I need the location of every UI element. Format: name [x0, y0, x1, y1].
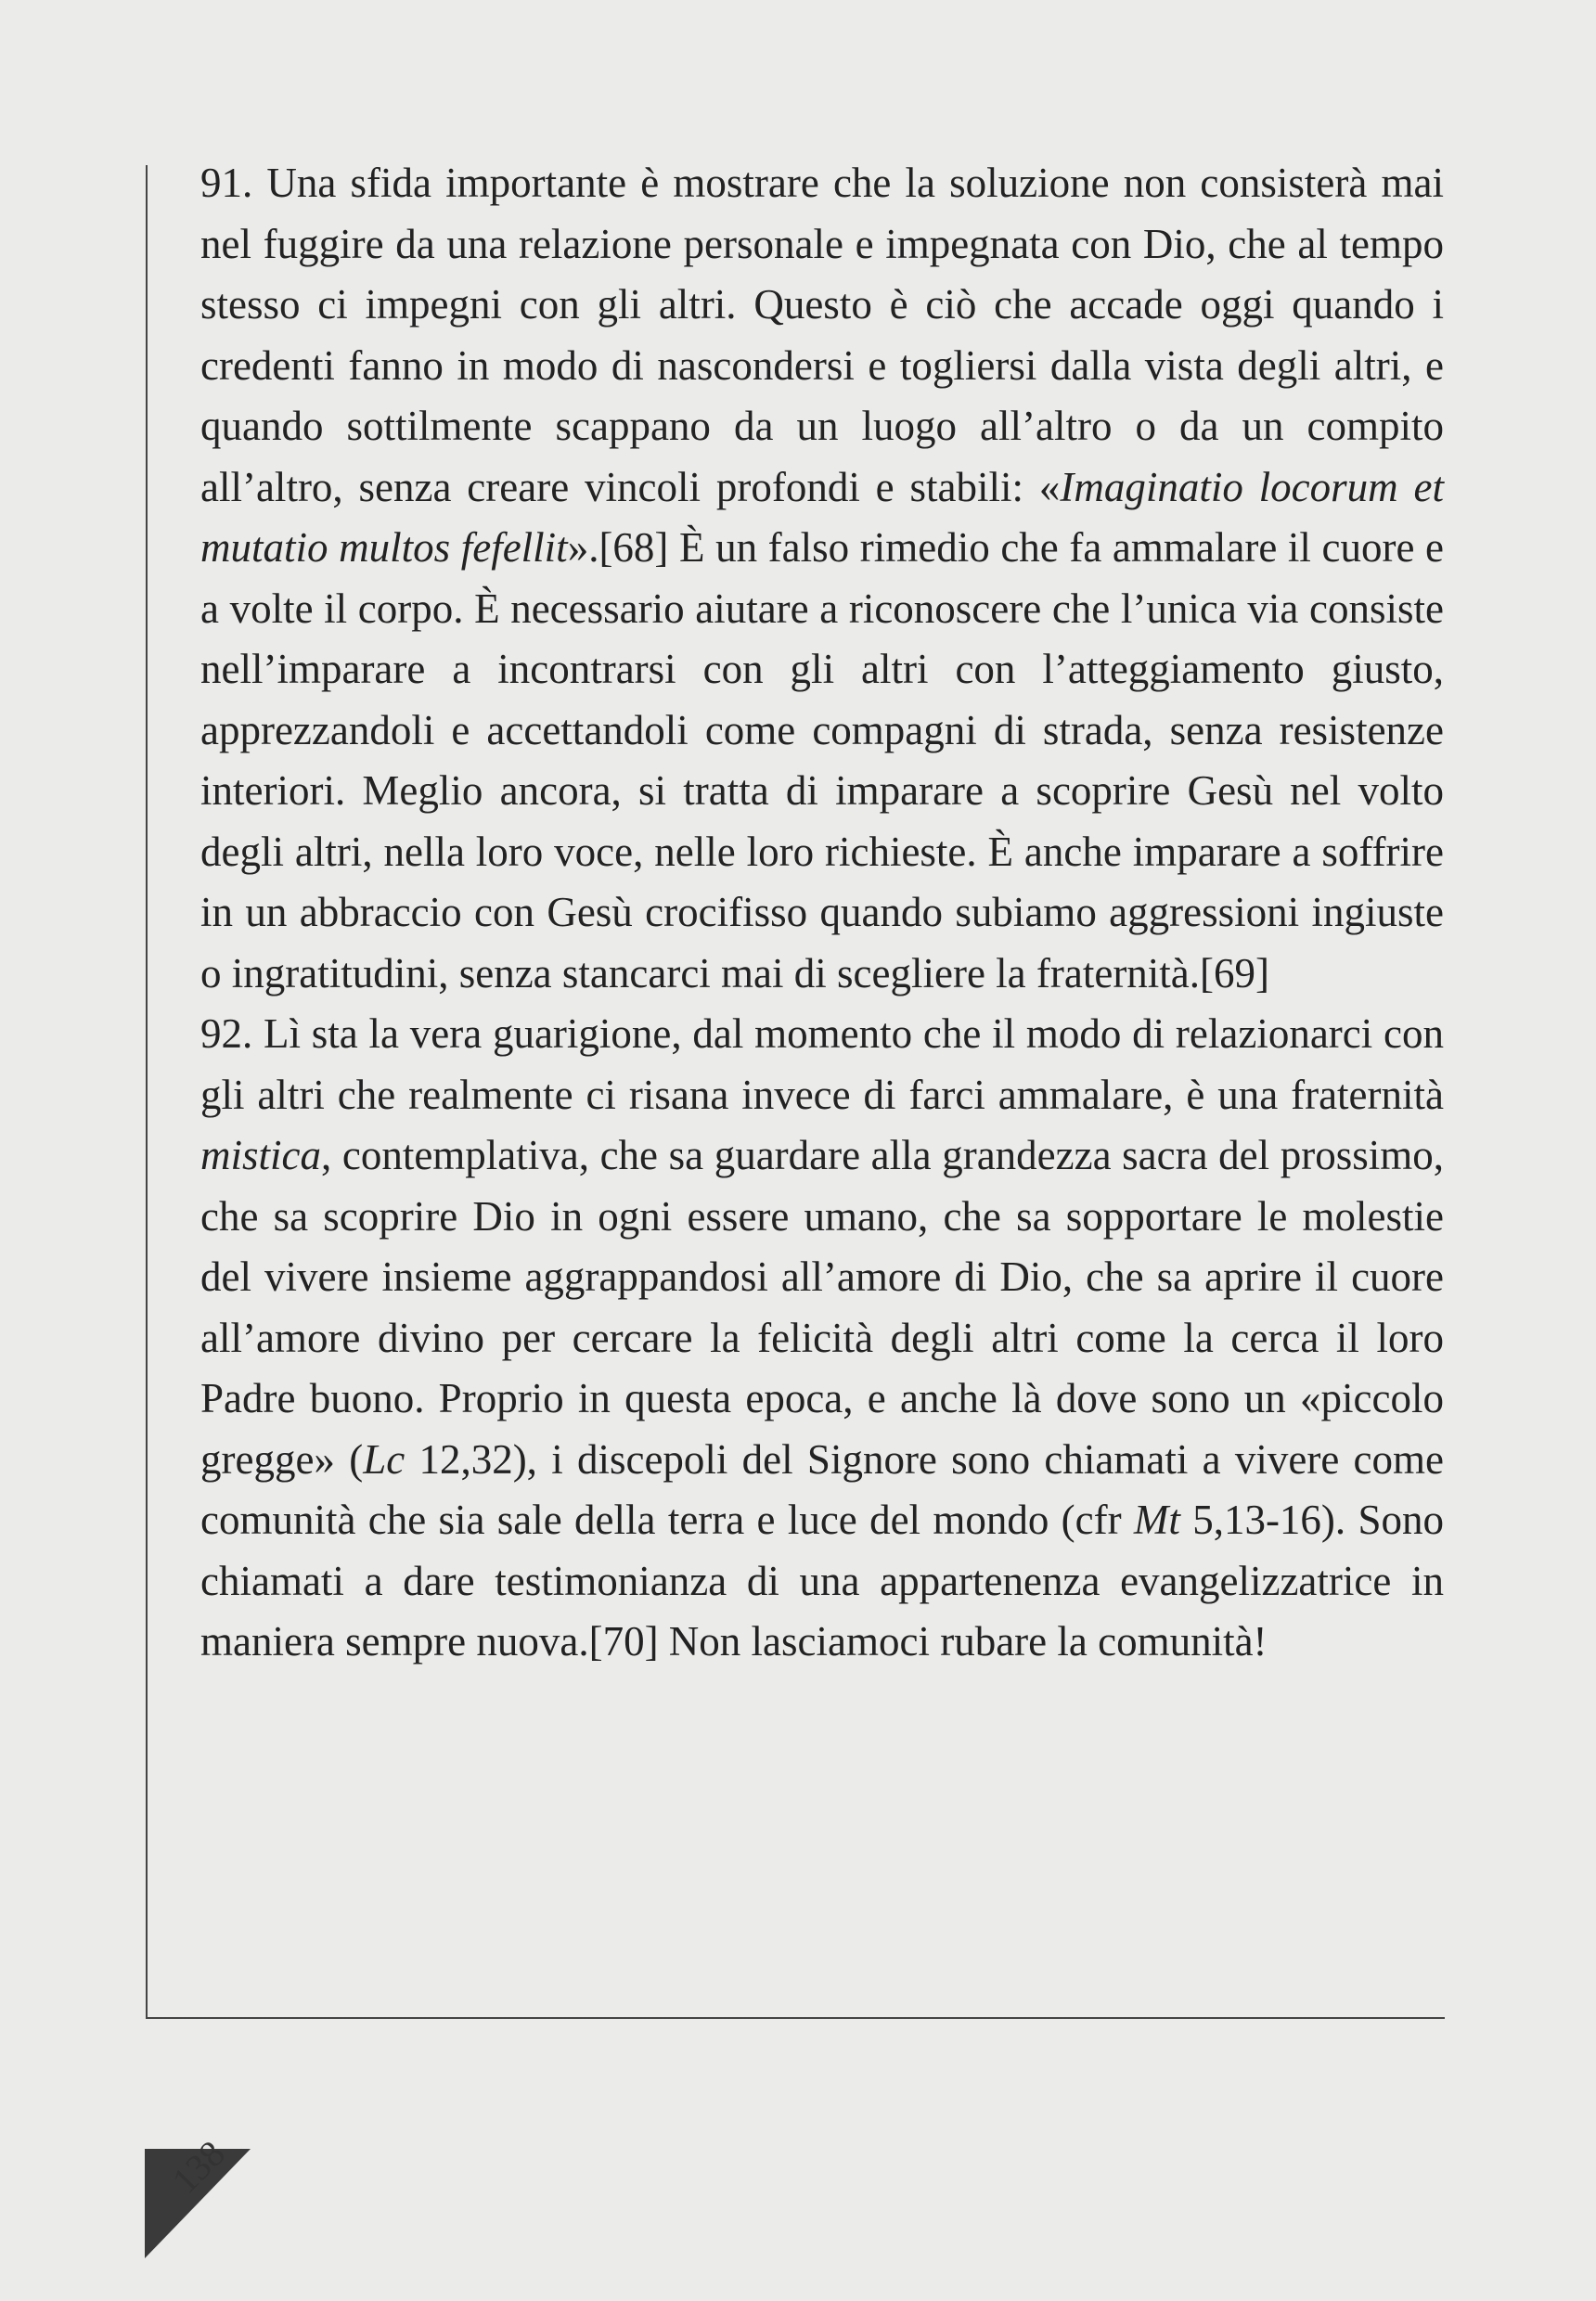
left-margin-rule — [146, 165, 148, 2019]
paragraph-91-seg-0: 91. Una sfida importante è mostrare che la soluzione non consisterà mai nel fuggire da una relazione personale e impegnata con Dio, che al tempo stesso ci impegni con gli altri. Questo è ciò che accade oggi quando i credenti fanno in modo di nascondersi e togliersi dalla vista degli altri, e quando sottilmente scappano da un luogo all’altro o da un compito all’altro, senza creare vincoli profondi e stabili: « — [200, 160, 1444, 510]
paragraph-91-seg-2: ».[68] È un falso rimedio che fa ammalare il cuore e a volte il corpo. È necessario aiutare a riconoscere che l’unica via consiste nell’imparare a incontrarsi con gli altri con l’atteggiamento giusto, apprezzandoli e accettandoli come compagni di strada, senza resistenze interiori. Meglio ancora, si tratta di imparare a scoprire Gesù nel volto degli altri, nella loro voce, nelle loro richieste. È anche imparare a soffrire in un abbraccio con Gesù crocifisso quando subiamo aggressioni ingiuste o ingratitudini, senza stancarci mai di scegliere la fraternità.[69] — [200, 524, 1444, 996]
matthew-reference: Mt — [1133, 1497, 1180, 1543]
paragraph-91 — [200, 153, 1444, 1004]
paragraph-92-seg-4: 12,32), i discepoli del Signore sono chiamati a vivere come comunità che sia sale della terra e luce del mondo (cfr — [200, 1435, 1445, 1543]
luke-reference: Lc — [363, 1435, 405, 1483]
page-number: 138 — [163, 2132, 233, 2202]
body-text — [200, 153, 1444, 1673]
paragraph-92-seg-0: 92. Lì sta la vera guarigione, dal momento che il modo di relazionarci con gli altri che realmente ci risana invece di farci ammalare, è una fraternità — [200, 1010, 1444, 1118]
mistica-emphasis: mistica — [200, 1132, 321, 1178]
latin-quote: Imaginatio locorum et mutatio multos fefellit — [200, 463, 1444, 571]
paragraph-92-seg-2: , contemplativa, che sa guardare alla grandezza sacra del prossimo, che sa scoprire Dio in ogni essere umano, che sa sopportare le molestie del vivere insieme aggrappandosi all’amore di Dio, che sa aprire il cuore all’amore divino per cercare la felicità degli altri come la cerca il loro Padre buono. Proprio in questa epoca, e anche là dove sono un «piccolo gregge» ( — [200, 1132, 1444, 1483]
bottom-margin-rule — [146, 2017, 1445, 2019]
paragraph-92-seg-6: 5,13-16). Sono chiamati a dare testimonianza di una appartenenza evangelizzatrice in maniera sempre nuova.[70] Non lasciamoci rubare la comunità! — [200, 1497, 1444, 1665]
paragraph-92 — [200, 1004, 1444, 1673]
